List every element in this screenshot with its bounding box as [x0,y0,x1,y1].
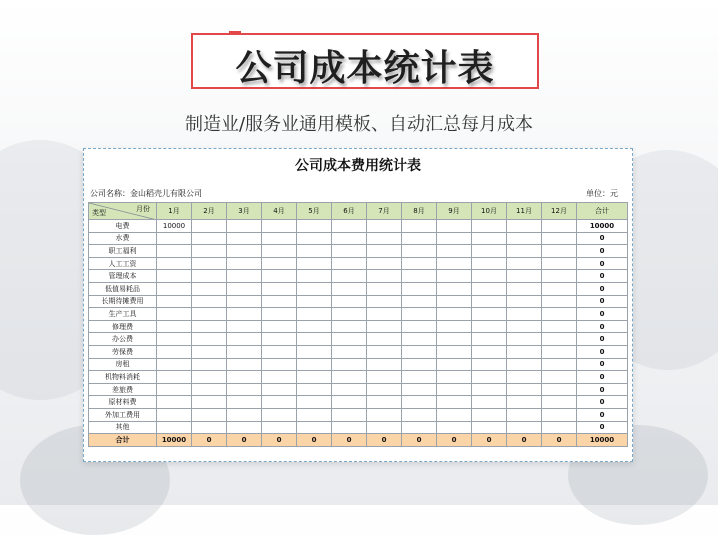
table-cell[interactable] [262,320,297,333]
month-header: 12月 [542,203,577,220]
table-cell[interactable]: 10000 [157,434,192,447]
table-cell[interactable] [157,245,192,258]
table-cell[interactable] [402,358,437,371]
row-label[interactable]: 水费 [89,232,157,245]
table-cell[interactable] [297,358,332,371]
table-cell[interactable] [472,295,507,308]
table-cell[interactable] [507,270,542,283]
table-cell[interactable] [227,270,262,283]
table-cell[interactable] [367,345,402,358]
table-cell[interactable] [157,282,192,295]
table-cell[interactable] [332,257,367,270]
table-cell[interactable] [437,270,472,283]
table-cell[interactable] [262,408,297,421]
table-cell[interactable] [542,396,577,409]
table-cell[interactable] [367,408,402,421]
table-cell[interactable] [297,345,332,358]
table-row [89,245,628,258]
row-label[interactable]: 电费 [89,220,157,233]
table-cell[interactable] [227,383,262,396]
table-cell[interactable] [367,333,402,346]
table-cell[interactable] [542,345,577,358]
table-cell[interactable] [542,371,577,384]
row-total-cell[interactable]: 0 [577,358,628,371]
table-cell[interactable] [227,220,262,233]
spreadsheet-preview [83,148,633,462]
table-cell[interactable] [367,308,402,321]
table-cell[interactable] [507,421,542,434]
table-cell[interactable] [157,295,192,308]
month-header: 4月 [262,203,297,220]
table-cell[interactable] [297,396,332,409]
table-cell[interactable] [437,320,472,333]
month-header: 7月 [367,203,402,220]
table-cell[interactable] [262,345,297,358]
table-cell[interactable] [542,333,577,346]
table-cell[interactable] [157,421,192,434]
month-header: 2月 [192,203,227,220]
table-cell[interactable] [367,371,402,384]
table-cell[interactable] [157,308,192,321]
table-cell[interactable]: 0 [507,434,542,447]
table-cell[interactable] [472,232,507,245]
month-header: 8月 [402,203,437,220]
table-cell[interactable] [227,358,262,371]
table-cell[interactable] [507,396,542,409]
table-cell[interactable] [542,408,577,421]
table-cell[interactable] [332,408,367,421]
table-cell[interactable] [332,232,367,245]
table-cell[interactable] [437,421,472,434]
table-cell[interactable] [262,371,297,384]
table-cell[interactable] [192,295,227,308]
table-cell[interactable] [192,333,227,346]
table-cell[interactable] [297,421,332,434]
table-cell[interactable] [157,320,192,333]
month-header: 9月 [437,203,472,220]
table-cell[interactable] [472,345,507,358]
table-cell[interactable] [227,345,262,358]
table-cell[interactable] [542,220,577,233]
row-total-cell[interactable]: 0 [577,371,628,384]
table-cell[interactable] [437,408,472,421]
table-cell[interactable] [472,421,507,434]
table-cell[interactable] [192,245,227,258]
row-total-cell[interactable]: 0 [577,282,628,295]
table-cell[interactable] [507,232,542,245]
row-label[interactable]: 低值易耗品 [89,282,157,295]
table-cell[interactable] [262,421,297,434]
table-cell[interactable] [507,408,542,421]
table-cell[interactable] [157,333,192,346]
table-header-row [89,203,628,220]
table-cell[interactable] [542,308,577,321]
table-cell[interactable] [192,408,227,421]
cost-table [88,202,628,447]
row-label[interactable]: 职工福利 [89,245,157,258]
table-row [89,308,628,321]
table-cell[interactable] [472,396,507,409]
table-cell[interactable] [507,245,542,258]
table-cell[interactable] [507,345,542,358]
table-cell[interactable] [367,282,402,295]
table-cell[interactable] [192,308,227,321]
row-label[interactable]: 原材料费 [89,396,157,409]
table-cell[interactable] [472,245,507,258]
row-label[interactable]: 外加工费用 [89,408,157,421]
table-cell[interactable] [192,383,227,396]
table-cell[interactable] [297,282,332,295]
table-cell[interactable] [437,295,472,308]
table-cell[interactable] [437,220,472,233]
table-cell[interactable] [227,333,262,346]
table-cell[interactable] [297,295,332,308]
table-row [89,257,628,270]
table-cell[interactable] [402,282,437,295]
table-cell[interactable] [262,396,297,409]
table-cell[interactable]: 0 [192,434,227,447]
table-row [89,383,628,396]
table-cell[interactable] [332,320,367,333]
banner-subtitle: 制造业/服务业通用模板、自动汇总每月成本 [184,114,534,135]
table-cell[interactable] [472,220,507,233]
table-cell[interactable] [157,383,192,396]
table-cell[interactable] [227,245,262,258]
table-cell[interactable] [332,245,367,258]
table-cell[interactable] [402,308,437,321]
row-label[interactable]: 人工工资 [89,257,157,270]
row-total-cell[interactable]: 0 [577,257,628,270]
table-cell[interactable]: 0 [542,434,577,447]
table-cell[interactable] [192,320,227,333]
table-cell[interactable]: 0 [227,434,262,447]
table-cell[interactable] [402,320,437,333]
table-cell[interactable] [437,383,472,396]
table-row [89,396,628,409]
table-cell[interactable] [402,257,437,270]
table-cell[interactable] [332,421,367,434]
corner-type-label: 类型 [92,209,106,217]
table-row [89,371,628,384]
table-cell[interactable]: 0 [402,434,437,447]
row-label[interactable]: 长期待摊费用 [89,295,157,308]
table-cell[interactable] [227,320,262,333]
company-name: 公司名称：金山稻壳儿有限公司 [90,189,202,198]
table-cell[interactable] [157,408,192,421]
table-cell[interactable] [507,295,542,308]
table-cell[interactable]: 0 [297,434,332,447]
table-cell[interactable] [437,345,472,358]
table-cell[interactable] [542,358,577,371]
table-cell[interactable] [402,383,437,396]
table-cell[interactable] [157,358,192,371]
row-total-cell[interactable]: 0 [577,270,628,283]
table-cell[interactable]: 0 [472,434,507,447]
row-total-cell[interactable]: 10000 [577,434,628,447]
table-cell[interactable] [507,308,542,321]
table-cell[interactable] [507,333,542,346]
table-cell[interactable] [297,270,332,283]
table-cell[interactable] [367,396,402,409]
table-cell[interactable] [402,371,437,384]
row-total-cell[interactable]: 0 [577,245,628,258]
row-total-cell[interactable]: 0 [577,396,628,409]
row-total-cell[interactable]: 0 [577,345,628,358]
table-cell[interactable] [297,220,332,233]
table-cell[interactable] [227,232,262,245]
table-cell[interactable] [192,257,227,270]
table-cell[interactable] [262,257,297,270]
table-cell[interactable] [157,257,192,270]
table-cell[interactable] [437,245,472,258]
table-cell[interactable] [402,408,437,421]
table-cell[interactable] [297,308,332,321]
table-cell[interactable] [297,245,332,258]
table-cell[interactable] [402,333,437,346]
table-cell[interactable] [367,421,402,434]
table-cell[interactable] [542,245,577,258]
table-cell[interactable] [507,383,542,396]
table-cell[interactable] [367,358,402,371]
table-row [89,295,628,308]
total-header: 合计 [577,203,628,220]
table-cell[interactable] [192,358,227,371]
table-cell[interactable] [157,270,192,283]
table-cell[interactable] [472,308,507,321]
table-cell[interactable]: 10000 [157,220,192,233]
table-row [89,421,628,434]
table-cell[interactable] [227,308,262,321]
row-label[interactable]: 生产工具 [89,308,157,321]
table-row [89,333,628,346]
table-row [89,270,628,283]
table-cell[interactable] [332,333,367,346]
table-cell[interactable] [192,282,227,295]
row-label[interactable]: 管理成本 [89,270,157,283]
table-cell[interactable] [472,358,507,371]
table-cell[interactable] [437,396,472,409]
table-cell[interactable] [367,232,402,245]
table-cell[interactable] [367,295,402,308]
table-cell[interactable] [472,333,507,346]
table-cell[interactable] [542,320,577,333]
row-total-cell[interactable]: 0 [577,333,628,346]
table-cell[interactable] [192,396,227,409]
table-cell[interactable] [507,257,542,270]
table-cell[interactable] [262,295,297,308]
table-cell[interactable]: 0 [332,434,367,447]
row-total-cell[interactable]: 0 [577,308,628,321]
table-cell[interactable] [437,333,472,346]
table-cell[interactable] [542,295,577,308]
table-cell[interactable] [227,257,262,270]
row-total-cell[interactable]: 0 [577,421,628,434]
month-header: 1月 [157,203,192,220]
banner-title: 公司成本统计表 [235,48,495,89]
table-cell[interactable] [472,270,507,283]
table-cell[interactable] [192,421,227,434]
table-cell[interactable] [472,282,507,295]
table-cell[interactable] [192,345,227,358]
table-cell[interactable] [437,371,472,384]
table-cell[interactable] [542,232,577,245]
table-cell[interactable] [262,282,297,295]
table-cell[interactable] [332,220,367,233]
table-cell[interactable] [542,282,577,295]
table-cell[interactable] [402,345,437,358]
row-label[interactable]: 机物料消耗 [89,371,157,384]
unit-label: 单位：元 [586,189,618,198]
table-cell[interactable] [227,282,262,295]
table-cell[interactable] [472,320,507,333]
month-header: 11月 [507,203,542,220]
table-cell[interactable] [262,333,297,346]
row-total-cell[interactable]: 0 [577,383,628,396]
row-total-cell[interactable]: 0 [577,295,628,308]
table-cell[interactable] [332,270,367,283]
table-cell[interactable] [367,257,402,270]
table-cell[interactable] [157,396,192,409]
table-cell[interactable] [332,295,367,308]
table-cell[interactable] [157,232,192,245]
table-cell[interactable] [192,371,227,384]
banner-title-box [191,33,539,89]
table-cell[interactable] [192,220,227,233]
row-label[interactable]: 修理费 [89,320,157,333]
table-row [89,358,628,371]
month-header: 10月 [472,203,507,220]
table-cell[interactable] [507,371,542,384]
table-cell[interactable] [472,383,507,396]
table-cell[interactable] [332,371,367,384]
row-label[interactable]: 办公费 [89,333,157,346]
table-cell[interactable] [297,320,332,333]
table-cell[interactable] [437,308,472,321]
table-cell[interactable] [262,270,297,283]
table-cell[interactable] [542,421,577,434]
table-cell[interactable] [227,408,262,421]
table-cell[interactable] [262,220,297,233]
table-cell[interactable]: 0 [367,434,402,447]
table-cell[interactable]: 0 [437,434,472,447]
table-cell[interactable] [507,358,542,371]
table-cell[interactable] [437,257,472,270]
table-cell[interactable] [367,220,402,233]
row-total-cell[interactable]: 0 [577,408,628,421]
table-cell[interactable] [227,371,262,384]
table-cell[interactable] [437,232,472,245]
table-cell[interactable] [402,220,437,233]
table-cell[interactable] [507,220,542,233]
table-row [89,220,628,233]
table-cell[interactable] [157,345,192,358]
table-row [89,282,628,295]
table-cell[interactable] [367,383,402,396]
month-header: 3月 [227,203,262,220]
table-cell[interactable] [297,333,332,346]
table-cell[interactable] [437,358,472,371]
table-cell[interactable] [542,257,577,270]
table-cell[interactable] [472,371,507,384]
table-cell[interactable] [262,245,297,258]
table-cell[interactable] [507,282,542,295]
row-label[interactable]: 其他 [89,421,157,434]
table-cell[interactable] [367,270,402,283]
table-cell[interactable] [192,232,227,245]
table-cell[interactable] [507,320,542,333]
row-label[interactable]: 差旅费 [89,383,157,396]
table-cell[interactable] [367,245,402,258]
table-cell[interactable] [262,358,297,371]
table-cell[interactable] [227,396,262,409]
table-cell[interactable] [262,232,297,245]
sum-row [89,434,628,447]
table-cell[interactable] [262,383,297,396]
table-cell[interactable] [262,308,297,321]
table-cell[interactable] [367,320,402,333]
table-cell[interactable] [192,270,227,283]
table-cell[interactable] [297,257,332,270]
table-cell[interactable] [157,371,192,384]
table-cell[interactable] [402,232,437,245]
row-label[interactable]: 房租 [89,358,157,371]
table-cell[interactable] [297,383,332,396]
table-cell[interactable] [227,421,262,434]
row-total-cell[interactable]: 0 [577,320,628,333]
table-cell[interactable] [542,270,577,283]
table-row [89,320,628,333]
row-label[interactable]: 劳保费 [89,345,157,358]
table-row [89,345,628,358]
table-cell[interactable] [332,383,367,396]
table-row [89,232,628,245]
table-cell[interactable] [227,295,262,308]
table-cell[interactable] [332,358,367,371]
table-cell[interactable] [437,282,472,295]
corner-month-label: 月份 [136,205,150,213]
table-cell[interactable] [332,308,367,321]
table-cell[interactable]: 0 [262,434,297,447]
table-cell[interactable] [402,295,437,308]
table-cell[interactable] [402,421,437,434]
corner-header-cell [89,203,157,220]
table-cell[interactable] [297,408,332,421]
month-header: 6月 [332,203,367,220]
sheet-title: 公司成本费用统计表 [295,158,421,174]
table-cell[interactable] [402,245,437,258]
table-cell[interactable] [472,408,507,421]
table-cell[interactable] [332,282,367,295]
table-cell[interactable] [332,345,367,358]
table-cell[interactable] [542,383,577,396]
table-cell[interactable] [402,270,437,283]
table-cell[interactable] [297,232,332,245]
row-total-cell[interactable]: 10000 [577,220,628,233]
table-cell[interactable] [402,396,437,409]
table-cell[interactable] [297,371,332,384]
row-total-cell[interactable]: 0 [577,232,628,245]
month-header: 5月 [297,203,332,220]
table-cell[interactable] [332,396,367,409]
table-row [89,408,628,421]
table-cell[interactable] [472,257,507,270]
row-label[interactable]: 合计 [89,434,157,447]
